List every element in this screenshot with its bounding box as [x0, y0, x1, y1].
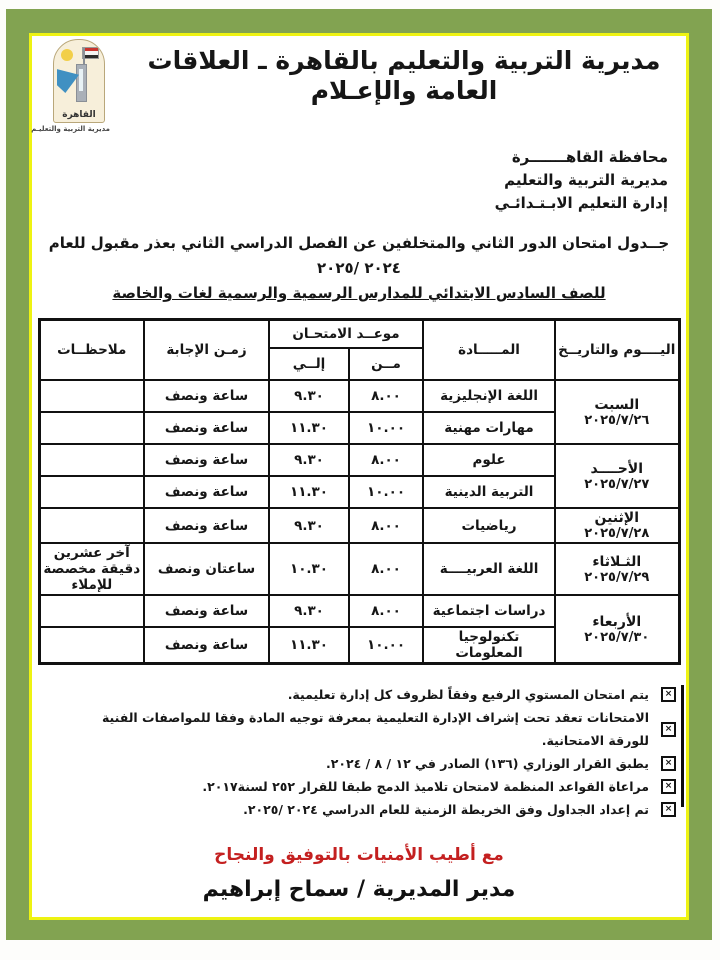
footnotes-block	[58, 683, 676, 821]
duration-cell: ساعة ونصف	[144, 508, 269, 543]
table-row	[39, 595, 679, 627]
note-cell	[39, 627, 144, 664]
to-cell: ١٠.٣٠	[269, 543, 349, 595]
cairo-education-logo	[31, 39, 110, 133]
header-subject: المـــــادة	[423, 320, 555, 381]
from-cell: ١٠.٠٠	[349, 476, 423, 508]
day-cell: السبت ٢٠٢٥/٧/٢٦	[555, 380, 679, 444]
exam-schedule-table	[38, 318, 681, 665]
to-cell: ١١.٣٠	[269, 476, 349, 508]
duration-cell: ساعتان ونصف	[144, 543, 269, 595]
duration-cell: ساعة ونصف	[144, 380, 269, 412]
schedule-title-line2: للصف السادس الابتدائي للمدارس الرسمية والرسمية لغات والخاصة	[112, 284, 606, 302]
from-cell: ٨.٠٠	[349, 508, 423, 543]
note-cell	[39, 508, 144, 543]
duration-cell: ساعة ونصف	[144, 627, 269, 664]
document-page	[29, 33, 689, 920]
logo-arch	[53, 39, 105, 123]
duration-cell: ساعة ونصف	[144, 595, 269, 627]
footnote-line	[58, 706, 676, 752]
footnote-text: تم إعداد الجداول وفق الخريطة الزمنية للعام الدراسي ٢٠٢٤ /٢٠٢٥.	[243, 802, 649, 817]
logo-city-label: القاهرة	[62, 110, 96, 120]
day-cell: الأحــــد ٢٠٢٥/٧/٢٧	[555, 444, 679, 508]
note-cell: آخر عشرين دقيقة مخصصة للإملاء	[39, 543, 144, 595]
checkbox-x-icon: ×	[661, 802, 676, 817]
schedule-title-line1: جــدول امتحان الدور الثاني والمتخلفين عن الفصل الدراسي الثاني بعذر مقبول للعام ٢٠٢٤ /٢٠٢٥	[48, 234, 670, 277]
footnote-line	[58, 683, 676, 706]
from-cell: ١٠.٠٠	[349, 627, 423, 664]
schedule-title	[32, 231, 686, 306]
subject-cell: اللغة الإنجليزية	[423, 380, 555, 412]
good-wishes-text: مع أطيب الأمنيات بالتوفيق والنجاح	[214, 845, 504, 865]
directorate-title: مديرية التربية والتعليم بالقاهرة ـ العلاقات العامة والإعـلام	[147, 46, 661, 105]
header-exam-time: موعــد الامتحـان	[269, 320, 423, 349]
table-row	[39, 380, 679, 412]
header-notes: ملاحظــات	[39, 320, 144, 381]
subject-cell: اللغة العربيــــة	[423, 543, 555, 595]
header-from: مــن	[349, 348, 423, 380]
table-header-row	[39, 320, 679, 349]
table-row	[39, 508, 679, 543]
subject-cell: رياضيات	[423, 508, 555, 543]
duration-cell: ساعة ونصف	[144, 444, 269, 476]
footnote-line	[58, 752, 676, 775]
to-cell: ١١.٣٠	[269, 627, 349, 664]
to-cell: ٩.٣٠	[269, 508, 349, 543]
day-cell: الأربعاء ٢٠٢٥/٧/٣٠	[555, 595, 679, 664]
subject-cell: مهارات مهنية	[423, 412, 555, 444]
subject-cell: دراسات اجتماعية	[423, 595, 555, 627]
green-frame	[6, 9, 712, 940]
from-cell: ٨.٠٠	[349, 444, 423, 476]
from-cell: ٨.٠٠	[349, 595, 423, 627]
day-cell: الإثنين ٢٠٢٥/٧/٢٨	[555, 508, 679, 543]
from-cell: ٨.٠٠	[349, 380, 423, 412]
footnote-text: يتم امتحان المستوي الرفيع وفقاً لظروف كل إدارة تعليمية.	[287, 687, 649, 702]
to-cell: ١١.٣٠	[269, 412, 349, 444]
cairo-tower-icon	[76, 64, 87, 102]
director-signature: مدير المديرية / سماح إبراهيم	[202, 877, 516, 902]
note-cell	[39, 444, 144, 476]
checkbox-x-icon: ×	[661, 722, 676, 737]
checkbox-x-icon: ×	[661, 687, 676, 702]
administration-block	[32, 146, 668, 215]
checkbox-x-icon: ×	[661, 779, 676, 794]
table-row	[39, 444, 679, 476]
note-cell	[39, 380, 144, 412]
to-cell: ٩.٣٠	[269, 380, 349, 412]
directorate-line: مديرية التربية والتعليم	[504, 171, 668, 189]
note-cell	[39, 476, 144, 508]
footnote-line	[58, 798, 676, 821]
from-cell: ١٠.٠٠	[349, 412, 423, 444]
margin-rule	[681, 685, 684, 807]
department-line: إدارة التعليم الابـتـدائـي	[494, 194, 668, 212]
page-content	[32, 36, 686, 917]
to-cell: ٩.٣٠	[269, 595, 349, 627]
duration-cell: ساعة ونصف	[144, 476, 269, 508]
logo-caption: مديرية التربية والتعليـم	[31, 125, 110, 133]
footnote-text: يطبق القرار الوزاري (١٣٦) الصادر في ١٢ / ٨ / ٢٠٢٤.	[325, 756, 649, 771]
header-to: إلــي	[269, 348, 349, 380]
sun-icon	[61, 49, 73, 61]
to-cell: ٩.٣٠	[269, 444, 349, 476]
checkbox-x-icon: ×	[661, 756, 676, 771]
document-header	[32, 36, 686, 140]
footnote-text: مراعاة القواعد المنظمة لامتحان تلاميذ الدمج طبقا للقرار ٢٥٢ لسنة٢٠١٧.	[202, 779, 649, 794]
subject-cell: تكنولوجيا المعلومات	[423, 627, 555, 664]
subject-cell: علوم	[423, 444, 555, 476]
header-day-date: اليــــوم والتاريــخ	[555, 320, 679, 381]
footnote-text: الامتحانات تعقد تحت إشراف الإدارة التعليمية بمعرفة توجيه المادة وفقا للمواصفات الفنية للورقة الامتحانية.	[101, 710, 649, 748]
duration-cell: ساعة ونصف	[144, 412, 269, 444]
note-cell	[39, 595, 144, 627]
table-row	[39, 543, 679, 595]
from-cell: ٨.٠٠	[349, 543, 423, 595]
governorate-line: محافظة القاهـــــــرة	[511, 148, 668, 166]
header-duration: زمـن الإجابة	[144, 320, 269, 381]
day-cell: الثـلاثاء ٢٠٢٥/٧/٢٩	[555, 543, 679, 595]
note-cell	[39, 412, 144, 444]
footnote-line	[58, 775, 676, 798]
subject-cell: التربية الدينية	[423, 476, 555, 508]
